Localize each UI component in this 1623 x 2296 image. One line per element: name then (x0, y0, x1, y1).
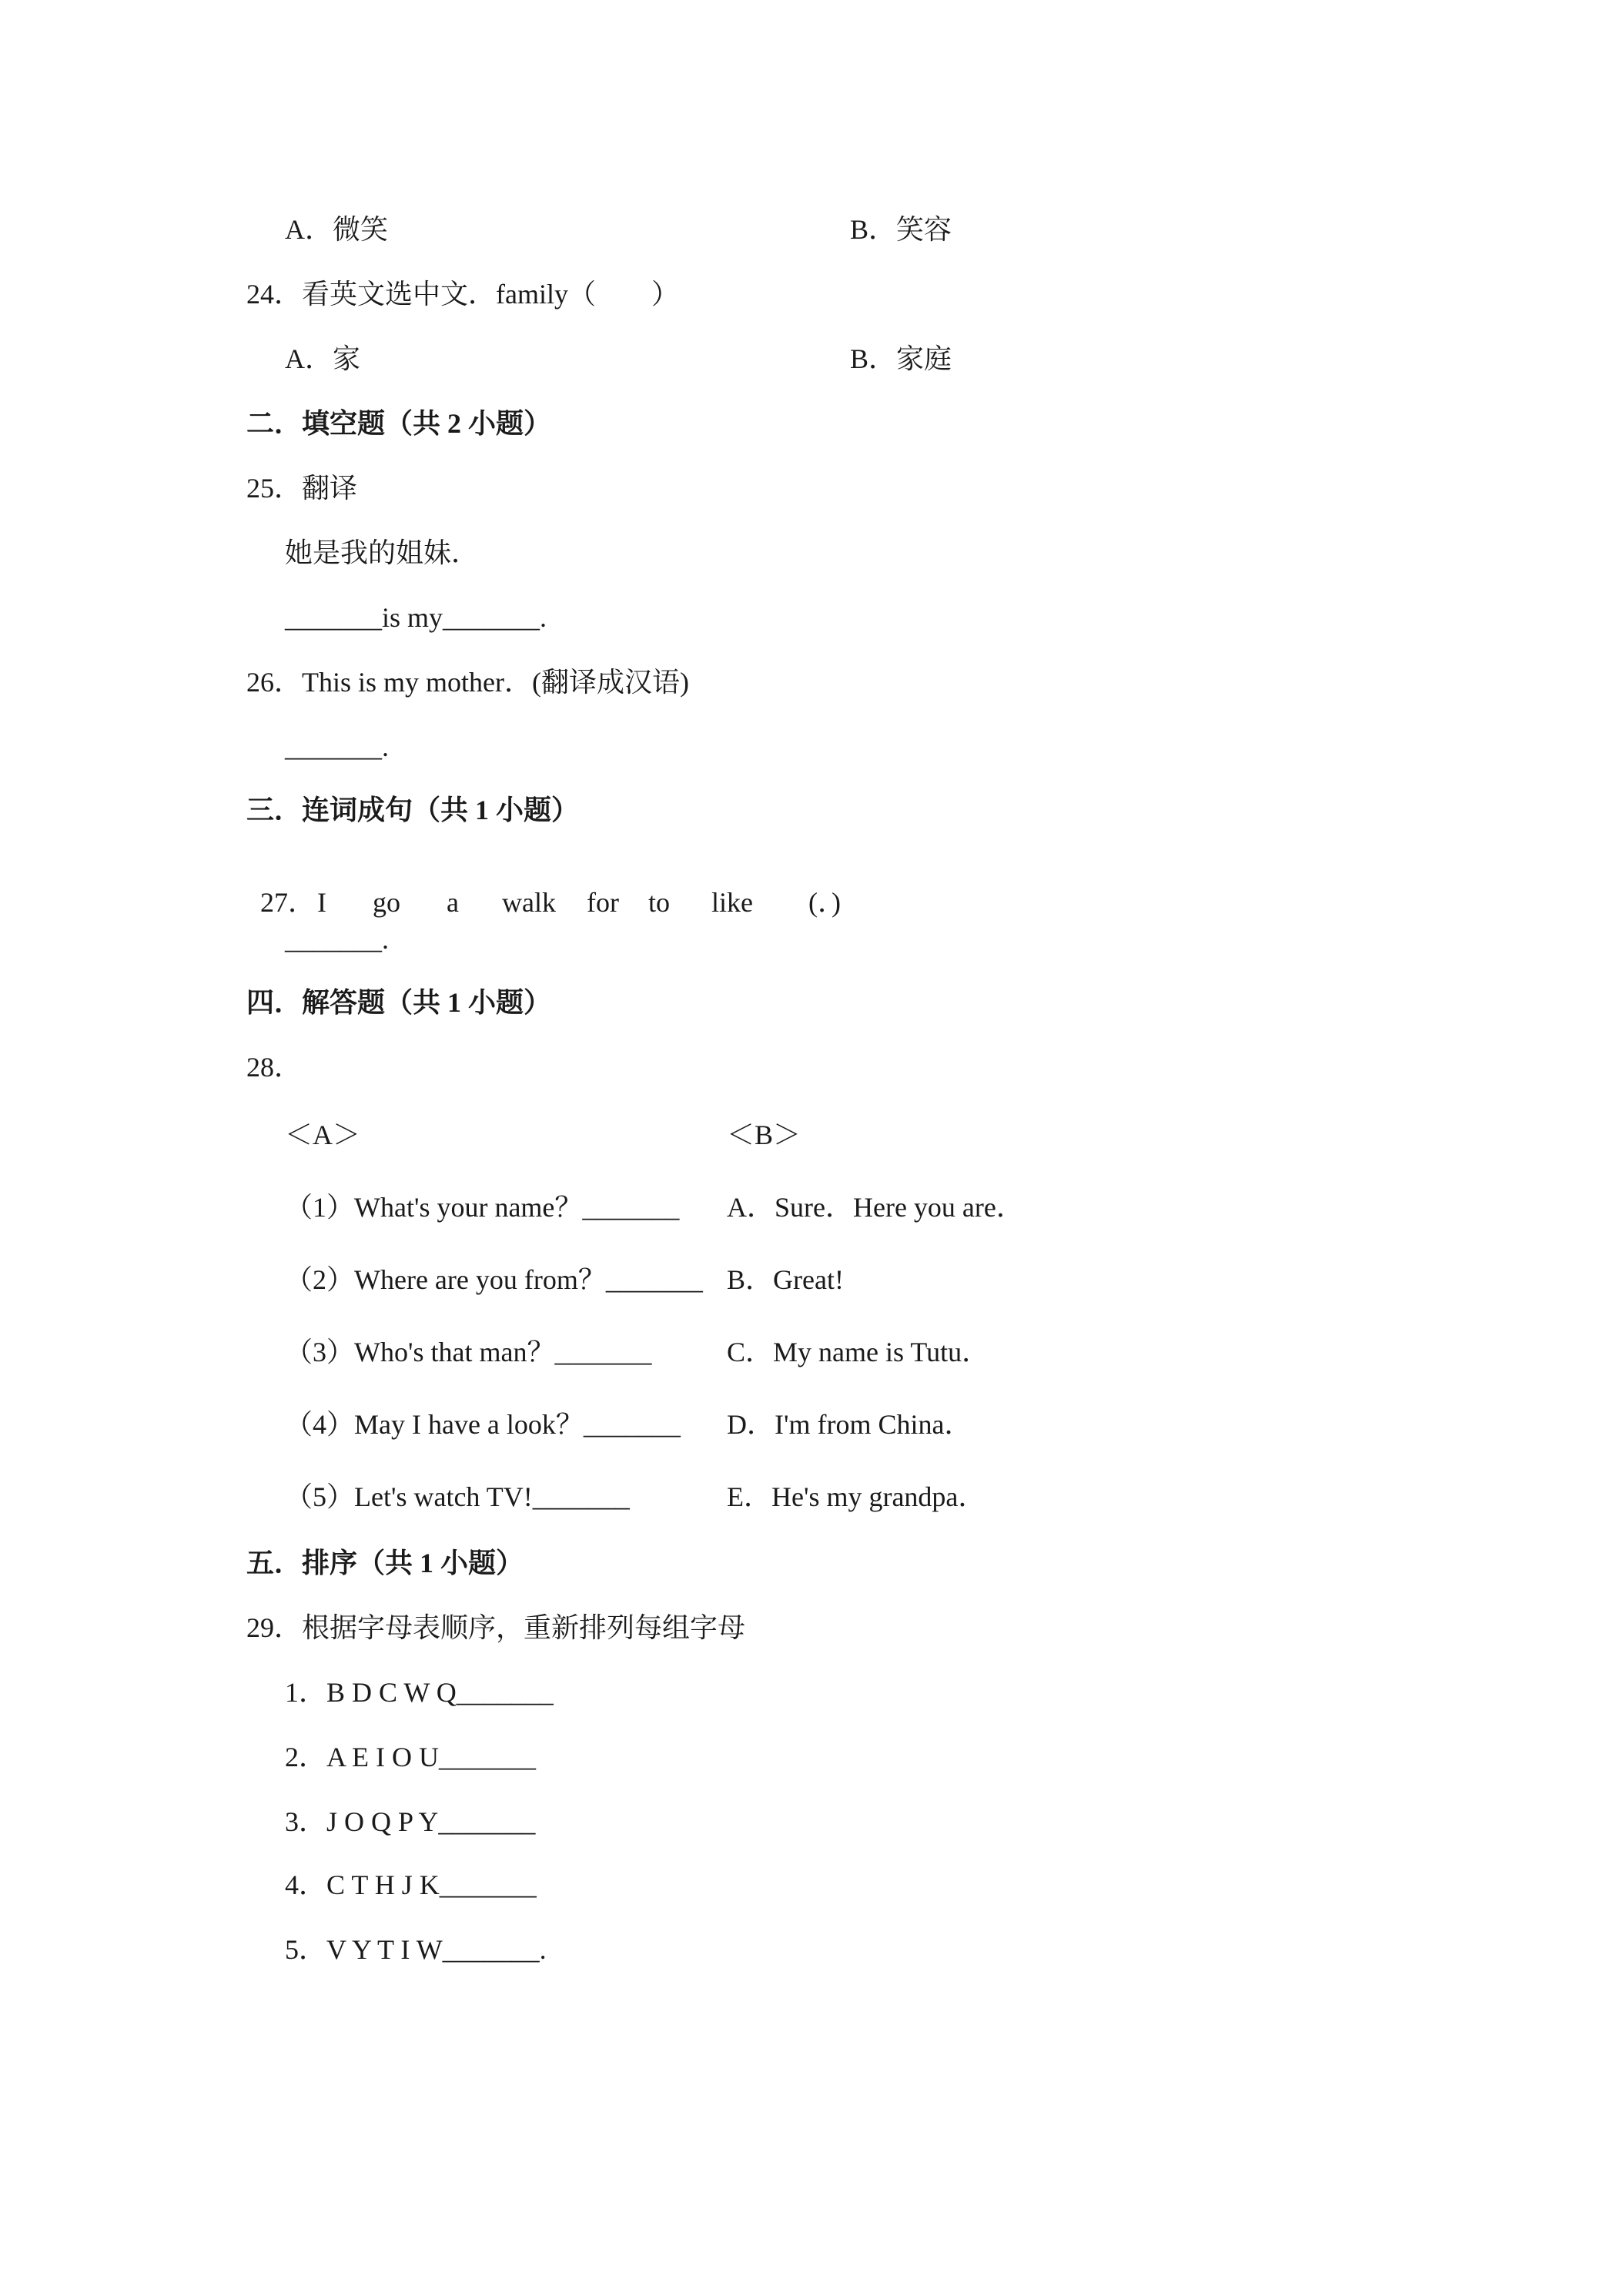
q24-option-b: B．家庭 (850, 343, 952, 374)
q27-line (246, 861, 841, 916)
section-2-title: 二．填空题（共 2 小题） (246, 408, 552, 439)
q29-item: 3．J O Q P Y_______ (285, 1806, 536, 1837)
q28-left-item: （2）Where are you from？_______ (285, 1264, 703, 1295)
q24-option-a: A．家 (285, 343, 360, 374)
q27-number: 27． (260, 887, 316, 918)
q24-stem: 24．看英文选中文．family（ ） (246, 279, 679, 310)
q25-sentence: 她是我的姐妹． (285, 537, 480, 568)
q28-column-a-header: ＜A＞ (285, 1120, 360, 1150)
q29-stem: 29．根据字母表顺序，重新排列每组字母 (246, 1612, 746, 1643)
q27-word: (．) (808, 887, 841, 918)
q28-right-item: E．He's my grandpa． (727, 1481, 986, 1512)
q25-blank: _______is my_______. (285, 602, 547, 633)
q27-word: for (587, 887, 619, 918)
q29-item: 4．C T H J K_______ (285, 1869, 537, 1900)
section-3-title: 三．连词成句（共 1 小题） (246, 795, 580, 825)
q27-word: to (648, 887, 671, 918)
q29-item: 2．A E I O U_______ (285, 1742, 536, 1772)
q28-right-item: D．I'm from China． (727, 1409, 972, 1440)
q29-item: 1．B D C W Q_______ (285, 1677, 554, 1708)
q27-blank: _______. (285, 924, 389, 955)
q29-item: 5．V Y T I W_______. (285, 1934, 547, 1965)
q27-word: go (373, 887, 400, 918)
q28-column-b-header: ＜B＞ (727, 1120, 801, 1150)
q28-left-item: （5）Let's watch TV!_______ (285, 1481, 630, 1512)
q28-right-item: B．Great! (727, 1264, 844, 1295)
q28-left-item: （3）Who's that man？_______ (285, 1337, 652, 1367)
q26-stem: 26．This is my mother．(翻译成汉语) (246, 667, 689, 698)
q26-blank: _______. (285, 731, 389, 762)
q28-number: 28． (246, 1052, 303, 1083)
q27-word: I (317, 887, 326, 918)
q25-stem: 25．翻译 (246, 473, 358, 504)
q27-word: like (711, 887, 753, 918)
q23-option-a: A．微笑 (285, 214, 388, 245)
section-4-title: 四．解答题（共 1 小题） (246, 987, 552, 1018)
q28-left-item: （4）May I have a look？_______ (285, 1409, 681, 1440)
q28-left-item: （1）What's your name？_______ (285, 1192, 680, 1223)
section-5-title: 五．排序（共 1 小题） (246, 1548, 524, 1578)
q27-word: walk (502, 887, 556, 918)
q23-option-b: B．笑容 (850, 214, 952, 245)
q27-word: a (447, 887, 459, 918)
q28-right-item: A．Sure．Here you are． (727, 1192, 1024, 1223)
q28-right-item: C．My name is Tutu． (727, 1337, 990, 1367)
